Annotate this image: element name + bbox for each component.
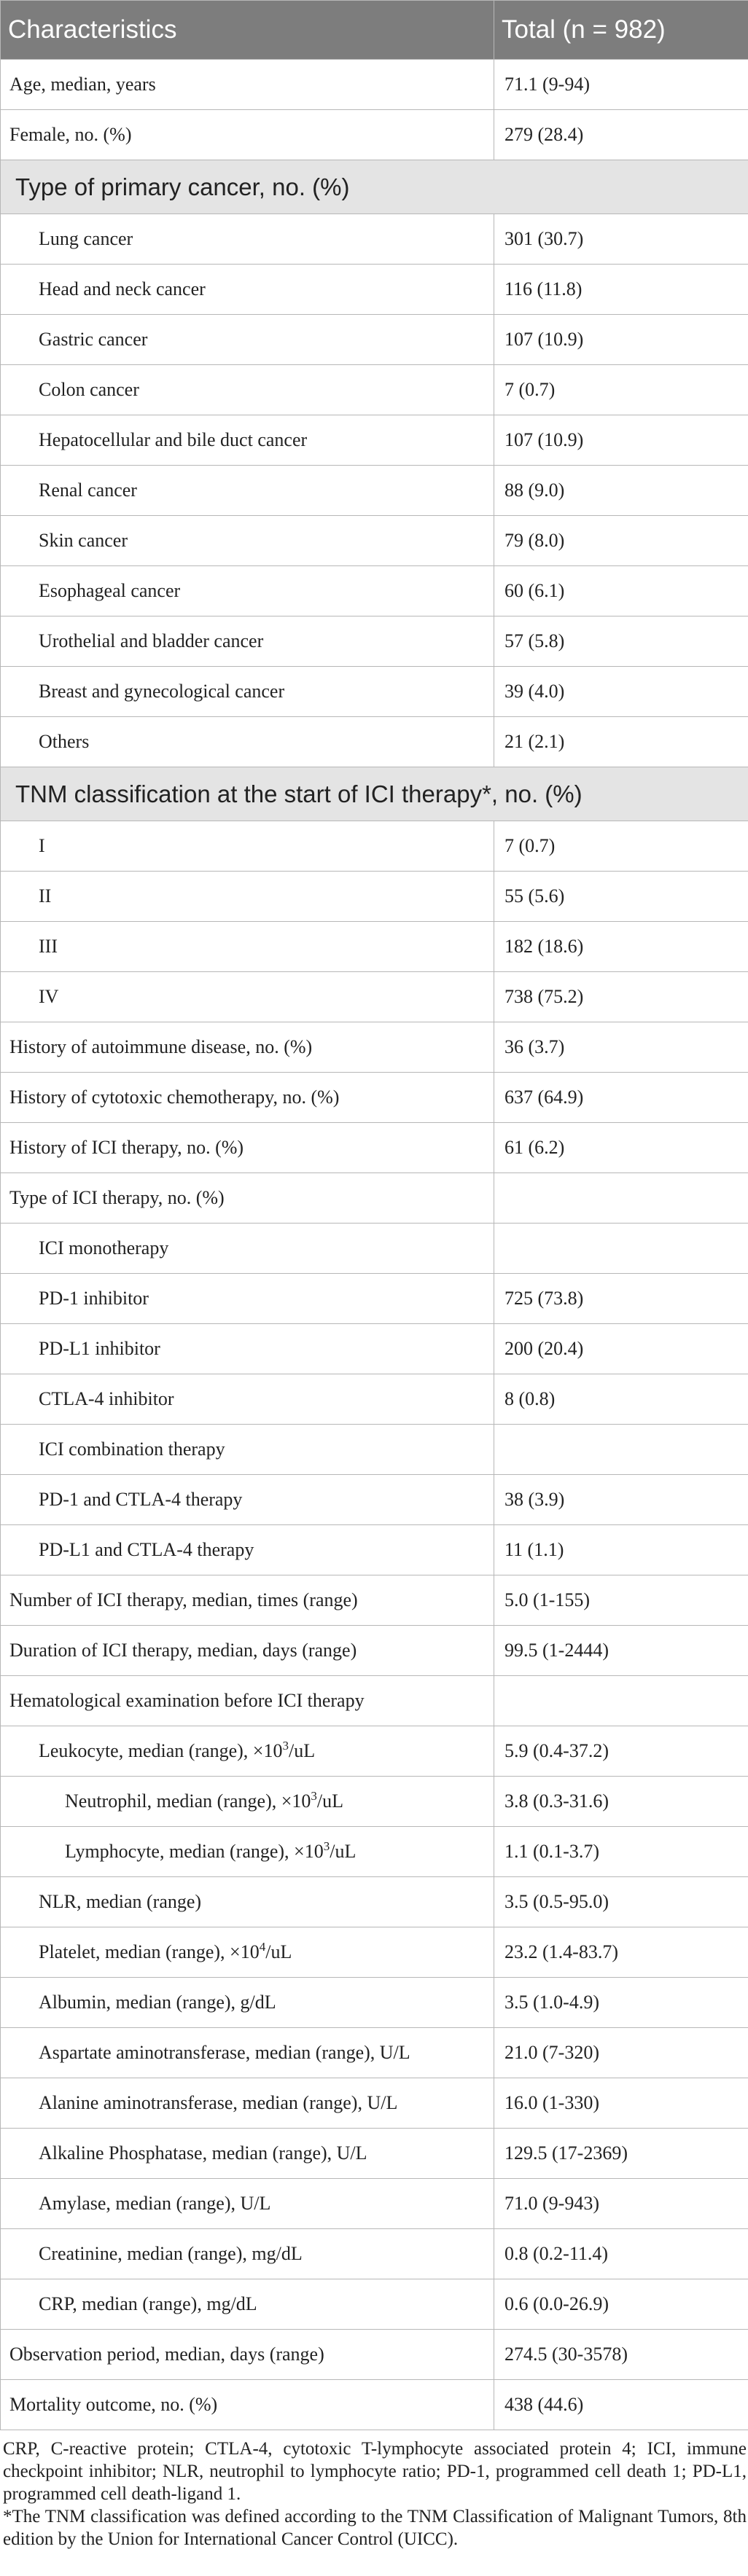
row-value: 182 (18.6) — [494, 922, 748, 972]
row-value: 3.5 (0.5-95.0) — [494, 1877, 748, 1927]
table-row — [1, 2380, 748, 2430]
table-row — [1, 1324, 748, 1374]
label-unit: /uL — [265, 1941, 292, 1962]
row-label: CTLA-4 inhibitor — [1, 1374, 494, 1425]
table-row — [1, 1827, 748, 1877]
row-value: 116 (11.8) — [494, 265, 748, 315]
row-label: Amylase, median (range), U/L — [1, 2179, 494, 2229]
row-label: Age, median, years — [1, 60, 494, 110]
row-value: 0.6 (0.0-26.9) — [494, 2279, 748, 2330]
table-row — [1, 265, 748, 315]
row-value: 738 (75.2) — [494, 972, 748, 1022]
row-value: 3.5 (1.0-4.9) — [494, 1978, 748, 2028]
table-row — [1, 566, 748, 616]
table-header-row — [1, 1, 748, 60]
row-label: Duration of ICI therapy, median, days (range) — [1, 1626, 494, 1676]
table-row — [1, 1173, 748, 1224]
table-row — [1, 1274, 748, 1324]
tnm-footnote: *The TNM classification was defined according to the TNM Classification of Malignant Tumors, 8th edition by the Union for International Cancer Control (UICC). — [3, 2507, 747, 2549]
row-label: History of cytotoxic chemotherapy, no. (%) — [1, 1073, 494, 1123]
row-label: PD-L1 inhibitor — [1, 1324, 494, 1374]
table-row — [1, 717, 748, 767]
row-value: 107 (10.9) — [494, 415, 748, 466]
row-value: 55 (5.6) — [494, 872, 748, 922]
row-label: Observation period, median, days (range) — [1, 2330, 494, 2380]
row-value: 11 (1.1) — [494, 1525, 748, 1575]
row-value: 39 (4.0) — [494, 667, 748, 717]
row-value: 60 (6.1) — [494, 566, 748, 616]
table-row — [1, 1525, 748, 1575]
section-header-row — [1, 767, 748, 821]
row-value: 438 (44.6) — [494, 2380, 748, 2430]
table-row — [1, 1575, 748, 1626]
row-value: 71.0 (9-943) — [494, 2179, 748, 2229]
table-row — [1, 1626, 748, 1676]
label-unit: /uL — [330, 1841, 357, 1862]
table-row — [1, 1374, 748, 1425]
row-label: Others — [1, 717, 494, 767]
row-value: 0.8 (0.2-11.4) — [494, 2229, 748, 2279]
table-row — [1, 1073, 748, 1123]
row-label — [1, 1777, 494, 1827]
label-text: Neutrophil, median (range), ×10 — [65, 1790, 311, 1812]
row-label: CRP, median (range), mg/dL — [1, 2279, 494, 2330]
row-value: 23.2 (1.4-83.7) — [494, 1927, 748, 1978]
row-value: 274.5 (30-3578) — [494, 2330, 748, 2380]
row-value: 88 (9.0) — [494, 466, 748, 516]
table-row — [1, 2028, 748, 2078]
row-value-empty — [494, 1425, 748, 1475]
row-label: NLR, median (range) — [1, 1877, 494, 1927]
section-title: TNM classification at the start of ICI therapy*, no. (%) — [1, 767, 748, 821]
row-label: PD-1 and CTLA-4 therapy — [1, 1475, 494, 1525]
row-label: Alanine aminotransferase, median (range), U/L — [1, 2078, 494, 2129]
table-row — [1, 2330, 748, 2380]
row-label: Hematological examination before ICI therapy — [1, 1676, 494, 1726]
row-label: Creatinine, median (range), mg/dL — [1, 2229, 494, 2279]
row-label: Hepatocellular and bile duct cancer — [1, 415, 494, 466]
table-footnotes — [0, 2430, 748, 2550]
label-unit: /uL — [288, 1740, 316, 1761]
row-value: 61 (6.2) — [494, 1123, 748, 1173]
table-row — [1, 1877, 748, 1927]
row-value: 107 (10.9) — [494, 315, 748, 365]
table-row — [1, 1777, 748, 1827]
table-row — [1, 1022, 748, 1073]
row-value: 279 (28.4) — [494, 110, 748, 160]
label-unit: /uL — [316, 1790, 343, 1812]
row-label: Colon cancer — [1, 365, 494, 415]
label-text: Leukocyte, median (range), ×10 — [39, 1740, 283, 1761]
row-value: 5.0 (1-155) — [494, 1575, 748, 1626]
table-row — [1, 1676, 748, 1726]
table-row — [1, 2229, 748, 2279]
row-label: History of ICI therapy, no. (%) — [1, 1123, 494, 1173]
row-label — [1, 1726, 494, 1777]
row-value: 38 (3.9) — [494, 1475, 748, 1525]
row-label: III — [1, 922, 494, 972]
row-label: PD-1 inhibitor — [1, 1274, 494, 1324]
label-text: Platelet, median (range), ×10 — [39, 1941, 260, 1962]
header-total: Total (n = 982) — [494, 1, 748, 60]
row-label: Breast and gynecological cancer — [1, 667, 494, 717]
table-row — [1, 922, 748, 972]
row-value-empty — [494, 1173, 748, 1224]
row-value: 637 (64.9) — [494, 1073, 748, 1123]
abbreviations-footnote: CRP, C-reactive protein; CTLA-4, cytotoxic T-lymphocyte associated protein 4; ICI, immune checkpoint inhibitor; NLR, neutrophil to lymphocyte ratio; PD-1, programmed cell death 1; PD-L1, programmed cell death-ligand 1. — [3, 2439, 747, 2504]
row-value: 99.5 (1-2444) — [494, 1626, 748, 1676]
table-row — [1, 415, 748, 466]
table-row — [1, 365, 748, 415]
row-label: Alkaline Phosphatase, median (range), U/L — [1, 2129, 494, 2179]
table-row — [1, 2078, 748, 2129]
row-value: 200 (20.4) — [494, 1324, 748, 1374]
row-label: ICI monotherapy — [1, 1224, 494, 1274]
row-value: 301 (30.7) — [494, 214, 748, 265]
table-row — [1, 1475, 748, 1525]
row-value: 16.0 (1-330) — [494, 2078, 748, 2129]
table-row — [1, 110, 748, 160]
table-row — [1, 872, 748, 922]
table-row — [1, 821, 748, 872]
superscript: 4 — [259, 1940, 266, 1954]
row-label: Esophageal cancer — [1, 566, 494, 616]
superscript: 3 — [311, 1789, 317, 1803]
row-label: Type of ICI therapy, no. (%) — [1, 1173, 494, 1224]
row-label: Urothelial and bladder cancer — [1, 616, 494, 667]
row-value: 1.1 (0.1-3.7) — [494, 1827, 748, 1877]
row-value-empty — [494, 1676, 748, 1726]
row-label: Skin cancer — [1, 516, 494, 566]
table-row — [1, 315, 748, 365]
table-row — [1, 1425, 748, 1475]
row-label — [1, 1927, 494, 1978]
table-row — [1, 2129, 748, 2179]
row-value: 21 (2.1) — [494, 717, 748, 767]
table-row — [1, 1978, 748, 2028]
row-label: Head and neck cancer — [1, 265, 494, 315]
superscript: 3 — [282, 1739, 289, 1753]
row-label: History of autoimmune disease, no. (%) — [1, 1022, 494, 1073]
table-row — [1, 60, 748, 110]
table-row — [1, 1927, 748, 1978]
table-row — [1, 972, 748, 1022]
table-row — [1, 2279, 748, 2330]
superscript: 3 — [323, 1839, 330, 1853]
row-value: 57 (5.8) — [494, 616, 748, 667]
row-value: 8 (0.8) — [494, 1374, 748, 1425]
table-row — [1, 466, 748, 516]
table-row — [1, 516, 748, 566]
header-characteristics: Characteristics — [1, 1, 494, 60]
table-row — [1, 2179, 748, 2229]
row-value: 71.1 (9-94) — [494, 60, 748, 110]
row-value: 7 (0.7) — [494, 365, 748, 415]
row-value: 21.0 (7-320) — [494, 2028, 748, 2078]
row-value: 5.9 (0.4-37.2) — [494, 1726, 748, 1777]
row-value: 3.8 (0.3-31.6) — [494, 1777, 748, 1827]
row-label: II — [1, 872, 494, 922]
table-row — [1, 667, 748, 717]
row-label: IV — [1, 972, 494, 1022]
row-label: I — [1, 821, 494, 872]
row-value: 725 (73.8) — [494, 1274, 748, 1324]
row-value: 129.5 (17-2369) — [494, 2129, 748, 2179]
row-label: Aspartate aminotransferase, median (range), U/L — [1, 2028, 494, 2078]
row-label: Albumin, median (range), g/dL — [1, 1978, 494, 2028]
row-value: 7 (0.7) — [494, 821, 748, 872]
table-row — [1, 214, 748, 265]
row-label — [1, 1827, 494, 1877]
row-label: PD-L1 and CTLA-4 therapy — [1, 1525, 494, 1575]
row-value: 79 (8.0) — [494, 516, 748, 566]
table-row — [1, 616, 748, 667]
row-value-empty — [494, 1224, 748, 1274]
table-row — [1, 1224, 748, 1274]
row-label: Lung cancer — [1, 214, 494, 265]
row-label: Number of ICI therapy, median, times (range) — [1, 1575, 494, 1626]
section-header-row — [1, 160, 748, 214]
label-text: Lymphocyte, median (range), ×10 — [65, 1841, 324, 1862]
row-value: 36 (3.7) — [494, 1022, 748, 1073]
section-title: Type of primary cancer, no. (%) — [1, 160, 748, 214]
table-row — [1, 1123, 748, 1173]
row-label: ICI combination therapy — [1, 1425, 494, 1475]
row-label: Female, no. (%) — [1, 110, 494, 160]
table-row — [1, 1726, 748, 1777]
row-label: Mortality outcome, no. (%) — [1, 2380, 494, 2430]
row-label: Renal cancer — [1, 466, 494, 516]
row-label: Gastric cancer — [1, 315, 494, 365]
